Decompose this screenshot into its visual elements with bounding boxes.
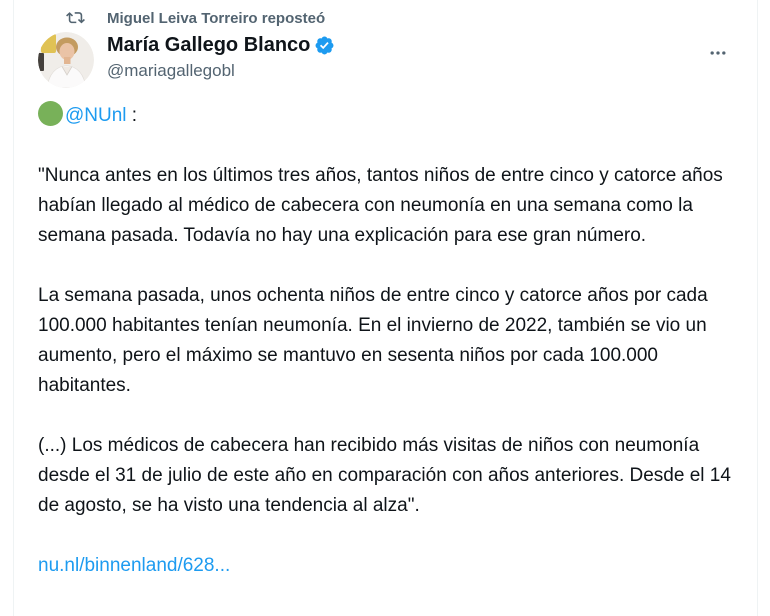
paragraph-1: "Nunca antes en los últimos tres años, tantos niños de entre cinco y catorce años habían llegado al médico de cabecera con neumonía en una semana como la semana pasada. Todavía no hay una explicación para ese gran número.	[38, 165, 723, 246]
mention-line	[38, 101, 745, 131]
article-link[interactable]: nu.nl/binnenland/628...	[38, 555, 231, 576]
tweet-text	[38, 101, 745, 581]
avatar[interactable]	[38, 32, 94, 88]
author-row	[38, 32, 745, 88]
paragraph-2: La semana pasada, unos ochenta niños de entre cinco y catorce años por cada 100.000 habitantes tenían neumonía. En el invierno de 2022, también se vio un aumento, pero el máximo se mantuvo en sesenta niños por cada 100.000 habitantes.	[38, 285, 708, 396]
author-meta	[107, 32, 335, 88]
tweet-card	[13, 0, 758, 616]
author-name[interactable]: María Gallego Blanco	[107, 34, 311, 56]
green-circle-emoji	[38, 101, 63, 126]
author-handle[interactable]: @mariagallegobl	[107, 61, 235, 80]
repost-icon	[66, 9, 85, 28]
social-context[interactable]	[38, 8, 745, 28]
more-options-icon	[708, 43, 728, 63]
mention-suffix: :	[126, 105, 138, 126]
paragraph-3: (...) Los médicos de cabecera han recibido más visitas de niños con neumonía desde el 31 de julio de este año en comparación con años anteriores. Desde el 14 de agosto, se ha visto una tendencia al alza".	[38, 435, 731, 516]
social-context-label: Miguel Leiva Torreiro reposteó	[107, 9, 326, 27]
more-options-button[interactable]	[701, 36, 735, 70]
mention-link[interactable]: @NUnl	[65, 105, 127, 126]
verified-badge-icon	[314, 35, 335, 56]
